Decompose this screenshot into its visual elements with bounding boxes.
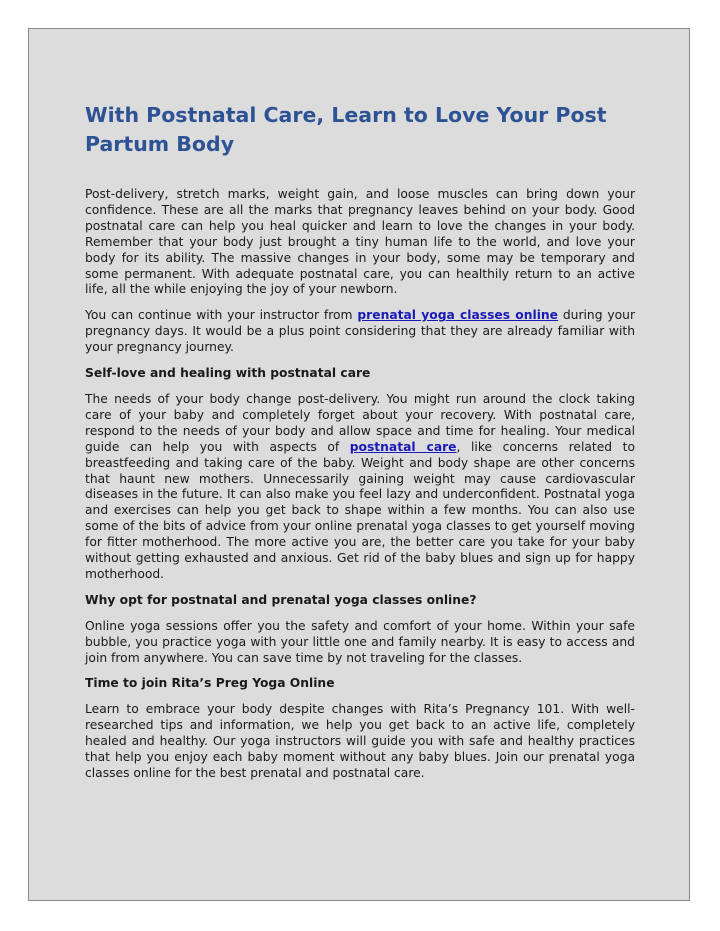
postnatal-care-link[interactable]: postnatal care: [349, 439, 457, 454]
section-heading-join: Time to join Rita’s Preg Yoga Online: [85, 676, 335, 691]
join-paragraph: Learn to embrace your body despite changes with Rita’s Pregnancy 101. With well-researched tips and information, we help you get back to an active life, completely healed and healthy. Our yoga instructors will guide you with safe and healthy practices that help you enjoy each baby moment without any baby blues. Join our prenatal yoga classes online for the best prenatal and postnatal care.: [85, 702, 635, 780]
paragraph-text: The needs of your body change post-delivery. You might run around the clock taking care of your baby and completely forget about your recovery. With postnatal care, respond to the needs of your body and allow space and time for healing. Your medical guide can help you with aspects of: [85, 391, 635, 454]
why-online-paragraph: Online yoga sessions offer you the safety and comfort of your home. Within your safe bubble, you practice yoga with your little one and family nearby. It is easy to access and join from anywhere. You can save time by not traveling for the classes.: [85, 618, 635, 665]
paragraph-text: , like concerns related to breastfeeding and taking care of the baby. Weight and body shape are other concerns that haunt new mothers. Unnecessarily gaining weight may cause cardiovascular diseases in the future. It can also make you feel lazy and underconfident. Postnatal yoga and exercises can help you get back to shape within a few months. You can also use some of the bits of advice from your online prenatal yoga classes to get yourself moving for fitter motherhood. The more active you are, the better care you take for your baby without getting exhausted and anxious. Get rid of the baby blues and sign up for happy motherhood.: [85, 439, 635, 581]
section-heading-why-online: Why opt for postnatal and prenatal yoga classes online?: [85, 592, 477, 607]
prenatal-yoga-classes-link[interactable]: prenatal yoga classes online: [357, 308, 559, 323]
paragraph-text: during your pregnancy days. It would be a plus point considering that they are already familiar with your pregnancy journey.: [85, 308, 636, 355]
article-title: With Postnatal Care, Learn to Love Your Post Partum Body: [85, 103, 607, 156]
document-page: [28, 28, 690, 901]
article: [85, 101, 635, 792]
section-heading-self-love: Self-love and healing with postnatal care: [85, 366, 371, 381]
intro-paragraph: Post-delivery, stretch marks, weight gain, and loose muscles can bring down your confidence. These are all the marks that pregnancy leaves behind on your body. Good postnatal care can help you heal quicker and learn to love the changes in your body. Remember that your body just brought a tiny human life to the world, and love your body for its ability. The massive changes in your body, some may be temporary and some permanent. With adequate postnatal care, you can healthily return to an active life, all the while enjoying the joy of your newborn.: [85, 187, 635, 297]
instructor-paragraph: [85, 308, 635, 356]
paragraph-text: You can continue with your instructor from: [85, 308, 358, 323]
self-love-paragraph: [85, 392, 635, 583]
